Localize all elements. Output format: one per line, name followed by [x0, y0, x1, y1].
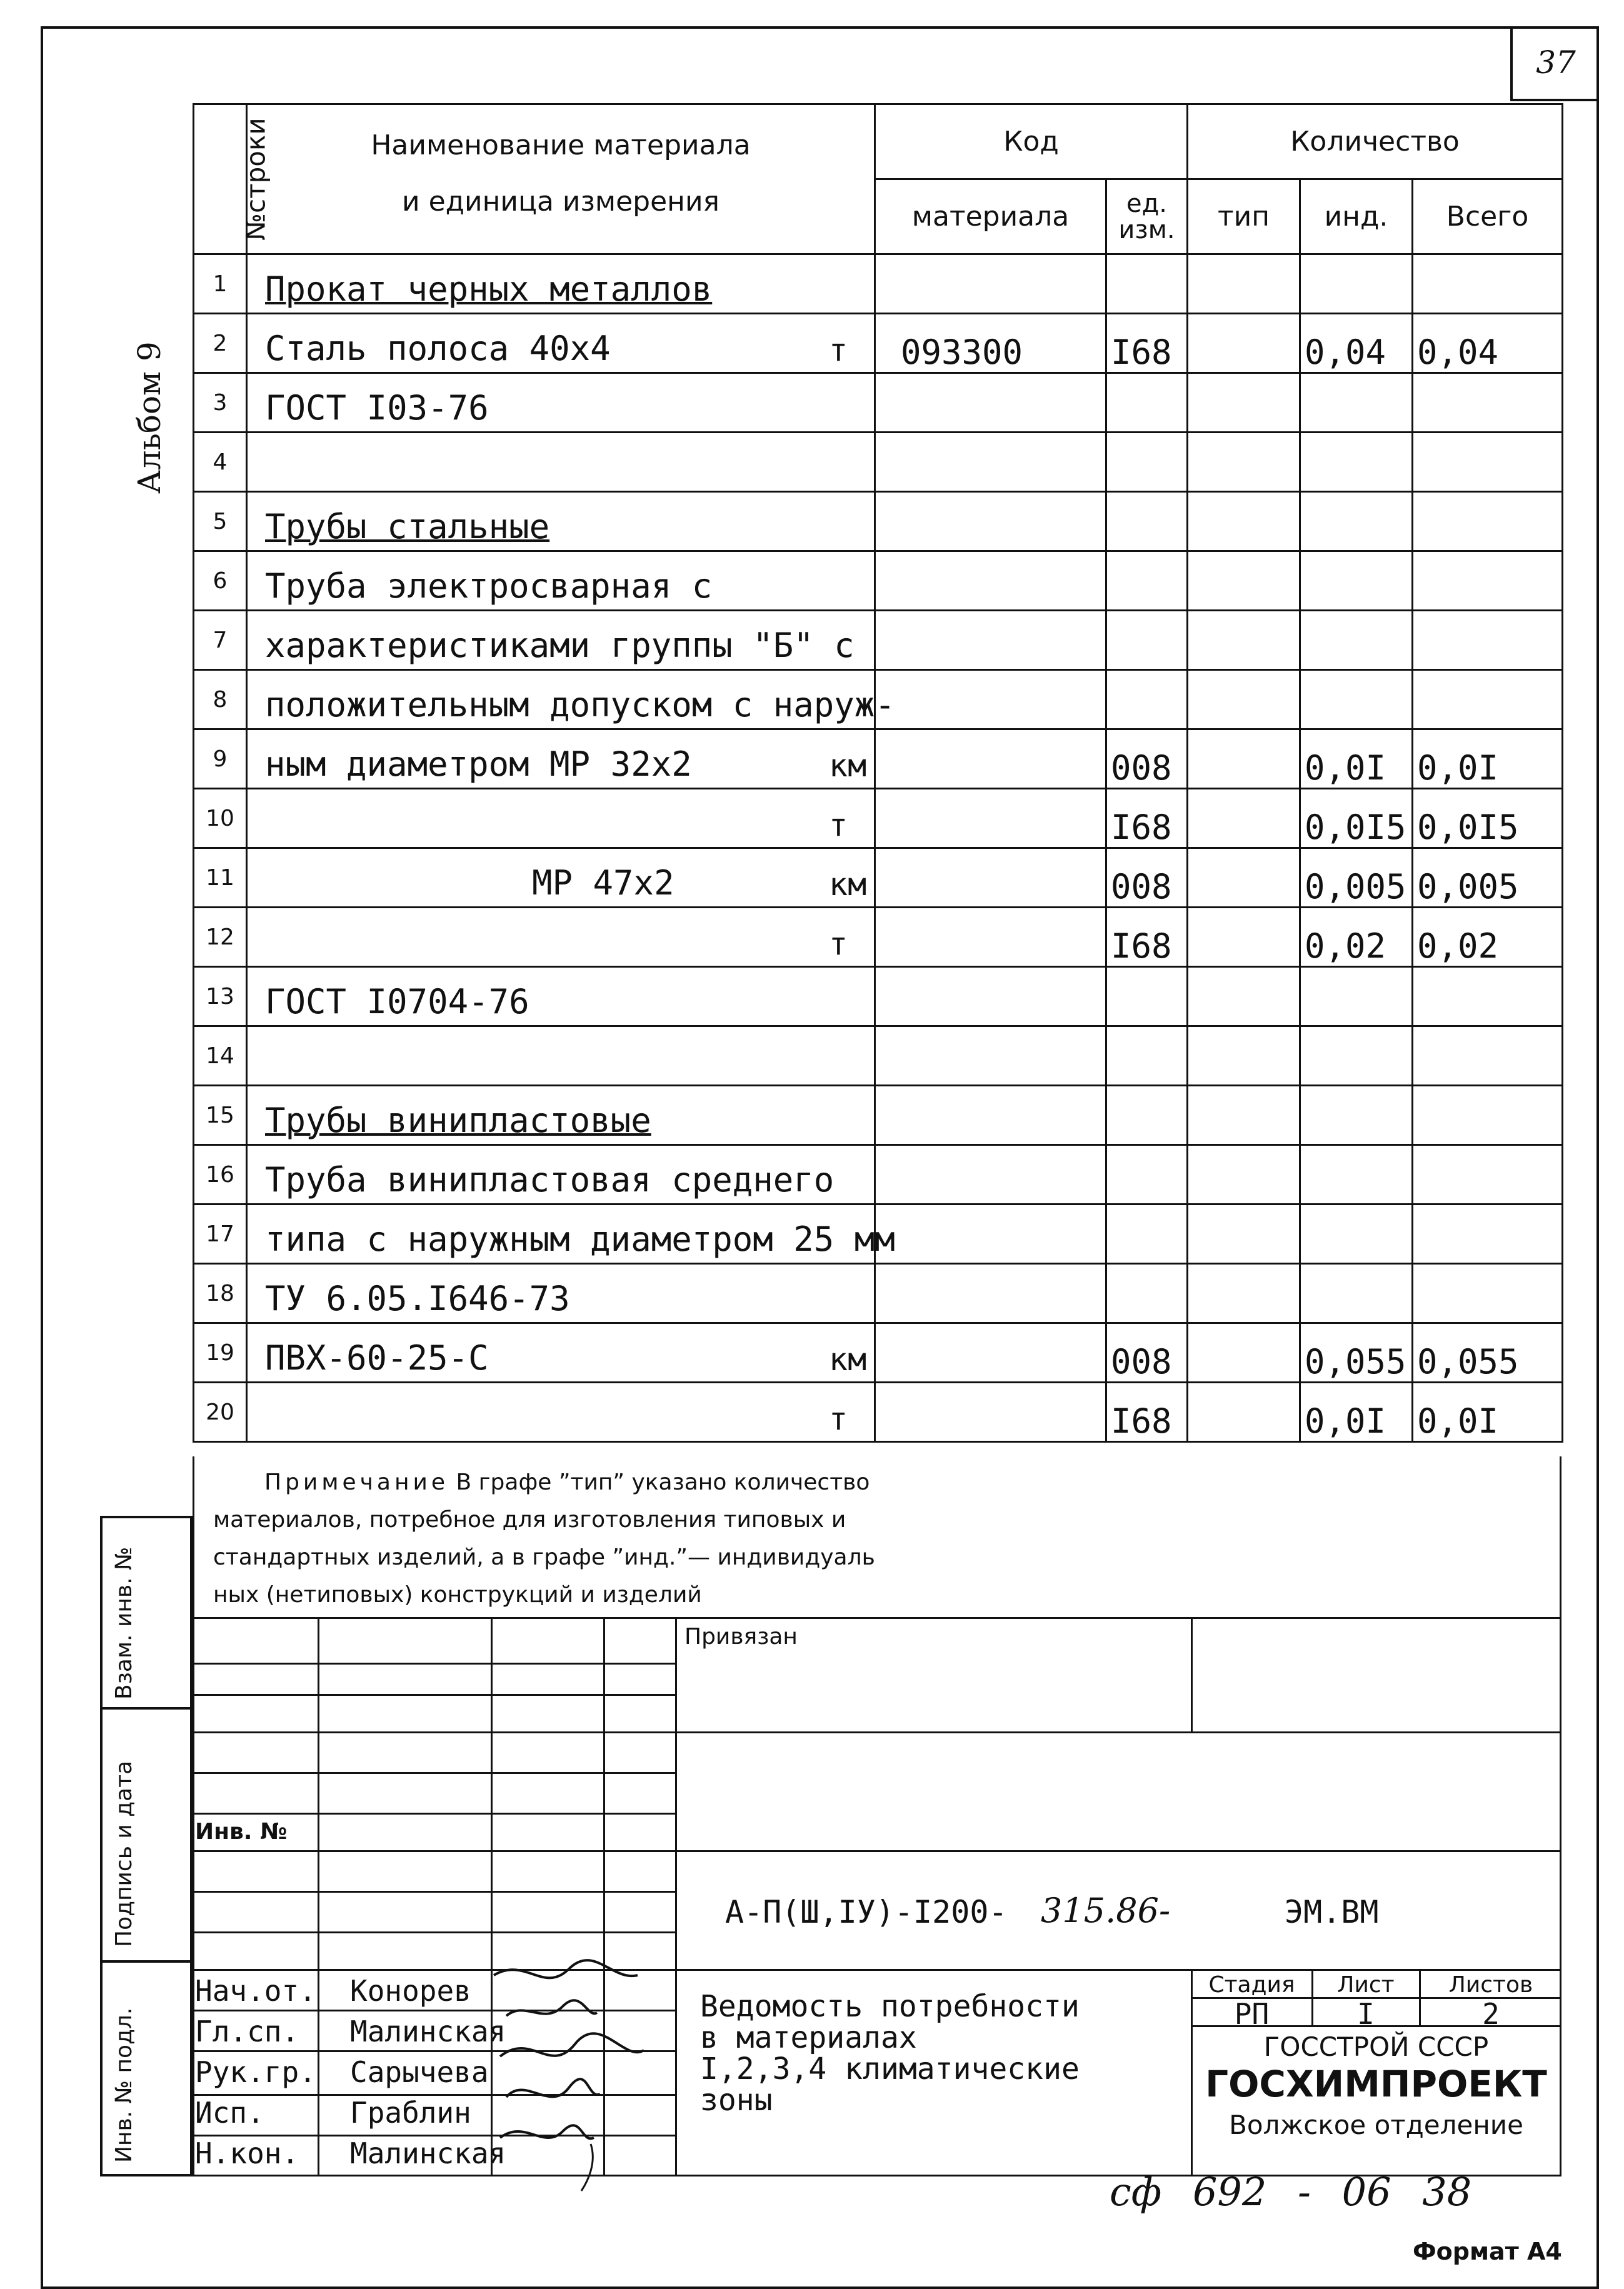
row-name	[247, 1383, 875, 1442]
side-vzam: Взам. инв. №	[100, 1516, 193, 1710]
format-label: Формат А4	[1413, 2238, 1562, 2265]
row-unit-code	[1106, 1026, 1188, 1086]
row-ind: 0,0I	[1300, 729, 1413, 789]
row-name: Трубы стальные	[247, 492, 875, 551]
row-name: ГОСТ I03-76	[247, 373, 875, 433]
table-row	[194, 1264, 1563, 1323]
row-number: 2	[194, 314, 247, 373]
row-total: 0,04	[1413, 314, 1563, 373]
header-unit: ед. изм.	[1106, 179, 1188, 254]
row-number: 12	[194, 908, 247, 967]
row-total	[1413, 1145, 1563, 1205]
page-number: 37	[1510, 26, 1599, 101]
row-ind	[1300, 1086, 1413, 1145]
row-unit-code	[1106, 1264, 1188, 1323]
role-title: Рук.гр.	[195, 2055, 316, 2089]
table-row	[194, 611, 1563, 670]
row-unit: т	[829, 926, 848, 962]
row-code	[875, 729, 1106, 789]
table-row	[194, 551, 1563, 611]
doc-code-hand: 315.86-	[1041, 1891, 1171, 1930]
row-code	[875, 1264, 1106, 1323]
row-total: 0,02	[1413, 908, 1563, 967]
table-row	[194, 492, 1563, 551]
row-name: типа с наружным диаметром 25 мм	[247, 1205, 875, 1264]
row-name: Труба винипластовая среднего	[247, 1145, 875, 1205]
row-unit: т	[829, 1401, 848, 1437]
row-type	[1188, 551, 1300, 611]
materials-table	[193, 103, 1563, 1443]
row-unit-code	[1106, 551, 1188, 611]
row-code	[875, 1026, 1106, 1086]
row-type	[1188, 611, 1300, 670]
table-row	[194, 729, 1563, 789]
row-code	[875, 1383, 1106, 1442]
header-ind: инд.	[1300, 179, 1413, 254]
row-name: ным диаметром МР 32х2 км	[247, 729, 875, 789]
row-type	[1188, 789, 1300, 848]
sheet-value: I	[1357, 1997, 1375, 2031]
row-total	[1413, 670, 1563, 729]
note-line-3: стандартных изделий, а в графе ”инд.”— индивидуаль	[213, 1545, 875, 1570]
row-unit-code	[1106, 611, 1188, 670]
row-code	[875, 1086, 1106, 1145]
table-row	[194, 1205, 1563, 1264]
row-unit-code	[1106, 1205, 1188, 1264]
row-number: 13	[194, 967, 247, 1026]
row-type	[1188, 1323, 1300, 1383]
row-number: 4	[194, 433, 247, 492]
row-type	[1188, 1205, 1300, 1264]
row-name: Труба электросварная с	[247, 551, 875, 611]
header-row-no: №строки	[194, 104, 247, 254]
row-type	[1188, 492, 1300, 551]
row-ind	[1300, 967, 1413, 1026]
row-number: 16	[194, 1145, 247, 1205]
sheets-label: Листов	[1448, 1972, 1533, 1998]
row-unit-code: 008	[1106, 729, 1188, 789]
table-row	[194, 254, 1563, 314]
row-ind: 0,02	[1300, 908, 1413, 967]
handwritten-number: сф 692 - 06 38	[1110, 2169, 1472, 2215]
table-row	[194, 314, 1563, 373]
row-number: 18	[194, 1264, 247, 1323]
row-type	[1188, 848, 1300, 908]
row-name	[247, 433, 875, 492]
row-total: 0,055	[1413, 1323, 1563, 1383]
row-type	[1188, 1086, 1300, 1145]
row-type	[1188, 1145, 1300, 1205]
table-row	[194, 967, 1563, 1026]
side-podpis: Подпись и дата	[100, 1710, 193, 1963]
row-name: Сталь полоса 40х4 т	[247, 314, 875, 373]
row-number: 15	[194, 1086, 247, 1145]
row-name: ТУ 6.05.I646-73	[247, 1264, 875, 1323]
row-type	[1188, 1383, 1300, 1442]
header-type: тип	[1188, 179, 1300, 254]
row-total: 0,0I	[1413, 1383, 1563, 1442]
sheets-value: 2	[1482, 1997, 1500, 2031]
row-ind: 0,04	[1300, 314, 1413, 373]
note-line-2: материалов, потребное для изготовления типовых и	[213, 1507, 846, 1533]
row-name: ГОСТ I0704-76	[247, 967, 875, 1026]
row-ind	[1300, 611, 1413, 670]
row-type	[1188, 373, 1300, 433]
row-ind	[1300, 492, 1413, 551]
header-total: Всего	[1413, 179, 1563, 254]
row-total	[1413, 373, 1563, 433]
album-label: Альбом 9	[131, 341, 168, 494]
row-code	[875, 908, 1106, 967]
row-type	[1188, 254, 1300, 314]
sheet-label: Лист	[1337, 1972, 1395, 1998]
row-name	[247, 1026, 875, 1086]
row-total	[1413, 1086, 1563, 1145]
row-ind	[1300, 551, 1413, 611]
row-type	[1188, 967, 1300, 1026]
row-unit: км	[829, 1341, 867, 1378]
row-number: 11	[194, 848, 247, 908]
role-name: Сарычева	[350, 2055, 489, 2089]
table-row	[194, 433, 1563, 492]
row-code	[875, 611, 1106, 670]
row-unit-code	[1106, 670, 1188, 729]
table-row	[194, 908, 1563, 967]
row-name	[247, 789, 875, 848]
row-code	[875, 967, 1106, 1026]
row-name: характеристиками группы "Б" с	[247, 611, 875, 670]
row-name: ПВХ-60-25-С км	[247, 1323, 875, 1383]
note-line-4: ных (нетиповых) конструкций и изделий	[213, 1582, 702, 1608]
row-number: 5	[194, 492, 247, 551]
header-quantity: Количество	[1188, 104, 1563, 179]
row-number: 3	[194, 373, 247, 433]
note-block	[193, 1456, 1561, 1619]
row-total	[1413, 1264, 1563, 1323]
row-unit-code: I68	[1106, 908, 1188, 967]
role-name: Граблин	[350, 2096, 471, 2130]
doc-code-suffix: ЭМ.ВМ	[1285, 1894, 1379, 1930]
table-row	[194, 1383, 1563, 1442]
header-material: материала	[875, 179, 1106, 254]
row-code	[875, 551, 1106, 611]
row-type	[1188, 1026, 1300, 1086]
role-name: Конорев	[350, 1974, 471, 2008]
row-ind: 0,005	[1300, 848, 1413, 908]
header-name: Наименование материала и единица измерения	[247, 104, 875, 254]
row-unit-code	[1106, 373, 1188, 433]
header-code: Код	[875, 104, 1188, 179]
row-name: МР 47х2 км	[247, 848, 875, 908]
row-total	[1413, 254, 1563, 314]
row-name: положительным допуском с наруж-	[247, 670, 875, 729]
row-code	[875, 789, 1106, 848]
side-inv: Инв. № подл.	[100, 1963, 193, 2176]
row-name: Прокат черных металлов	[247, 254, 875, 314]
row-unit: т	[829, 807, 848, 843]
row-unit: км	[829, 866, 867, 903]
signatures	[488, 1956, 688, 2194]
org-line-3: Волжское отделение	[1229, 2110, 1523, 2140]
row-code	[875, 492, 1106, 551]
row-total	[1413, 967, 1563, 1026]
row-number: 20	[194, 1383, 247, 1442]
row-code	[875, 433, 1106, 492]
row-unit-code	[1106, 1145, 1188, 1205]
row-ind: 0,0I5	[1300, 789, 1413, 848]
row-type	[1188, 1264, 1300, 1323]
table-row	[194, 1026, 1563, 1086]
row-unit-code	[1106, 967, 1188, 1026]
row-number: 7	[194, 611, 247, 670]
table-row	[194, 373, 1563, 433]
row-total	[1413, 492, 1563, 551]
row-unit: км	[829, 748, 867, 784]
row-code	[875, 848, 1106, 908]
note-label: Примечание	[264, 1470, 449, 1495]
row-ind	[1300, 1205, 1413, 1264]
table-row	[194, 848, 1563, 908]
org-line-1: ГОССТРОЙ СССР	[1263, 2031, 1489, 2062]
role-name: Малинская	[350, 2136, 506, 2170]
doc-title: Ведомость потребности в материалах I,2,3,4 климатические зоны	[700, 1989, 1080, 2118]
row-number: 1	[194, 254, 247, 314]
row-number: 8	[194, 670, 247, 729]
row-unit-code: 008	[1106, 1323, 1188, 1383]
row-unit-code: I68	[1106, 789, 1188, 848]
doc-code: А-П(Ш,IУ)-I200-	[725, 1894, 1008, 1930]
row-type	[1188, 433, 1300, 492]
table-row	[194, 1086, 1563, 1145]
row-type	[1188, 314, 1300, 373]
row-number: 14	[194, 1026, 247, 1086]
row-total	[1413, 611, 1563, 670]
row-total: 0,0I	[1413, 729, 1563, 789]
row-unit-code	[1106, 492, 1188, 551]
row-code	[875, 373, 1106, 433]
row-code: 093300	[875, 314, 1106, 373]
table-row	[194, 789, 1563, 848]
row-type	[1188, 670, 1300, 729]
row-type	[1188, 729, 1300, 789]
stage-label: Стадия	[1208, 1972, 1295, 1998]
row-ind	[1300, 373, 1413, 433]
row-unit-code	[1106, 254, 1188, 314]
row-ind	[1300, 1026, 1413, 1086]
row-code	[875, 1145, 1106, 1205]
row-ind: 0,0I	[1300, 1383, 1413, 1442]
row-code	[875, 1205, 1106, 1264]
role-name: Малинская	[350, 2015, 506, 2048]
row-number: 6	[194, 551, 247, 611]
note-line-1: В графе ”тип” указано количество	[456, 1470, 870, 1495]
row-code	[875, 670, 1106, 729]
row-total	[1413, 433, 1563, 492]
row-total: 0,0I5	[1413, 789, 1563, 848]
row-total	[1413, 1026, 1563, 1086]
row-total	[1413, 1205, 1563, 1264]
row-ind	[1300, 670, 1413, 729]
row-ind	[1300, 1264, 1413, 1323]
row-ind	[1300, 254, 1413, 314]
row-code	[875, 254, 1106, 314]
row-unit-code	[1106, 1086, 1188, 1145]
privyazan-label: Привязан	[684, 1624, 798, 1650]
row-total: 0,005	[1413, 848, 1563, 908]
role-title: Гл.сп.	[195, 2015, 299, 2048]
row-unit-code: I68	[1106, 314, 1188, 373]
row-unit-code	[1106, 433, 1188, 492]
row-ind	[1300, 433, 1413, 492]
table-row	[194, 1145, 1563, 1205]
row-name	[247, 908, 875, 967]
row-unit-code: I68	[1106, 1383, 1188, 1442]
table-row	[194, 1323, 1563, 1383]
row-unit-code: 008	[1106, 848, 1188, 908]
table-row	[194, 670, 1563, 729]
row-total	[1413, 551, 1563, 611]
row-number: 17	[194, 1205, 247, 1264]
role-title: Нач.от.	[195, 1974, 316, 2008]
role-title: Н.кон.	[195, 2136, 299, 2170]
org-line-2: ГОСХИМПРОЕКТ	[1205, 2063, 1547, 2105]
row-code	[875, 1323, 1106, 1383]
inv-no-label: Инв. №	[195, 1819, 288, 1845]
row-number: 9	[194, 729, 247, 789]
stage-value: РП	[1234, 1997, 1270, 2031]
row-number: 10	[194, 789, 247, 848]
row-name: Трубы винипластовые	[247, 1086, 875, 1145]
row-unit: т	[829, 332, 848, 368]
role-title: Исп.	[195, 2096, 264, 2130]
row-ind: 0,055	[1300, 1323, 1413, 1383]
row-ind	[1300, 1145, 1413, 1205]
row-type	[1188, 908, 1300, 967]
row-number: 19	[194, 1323, 247, 1383]
